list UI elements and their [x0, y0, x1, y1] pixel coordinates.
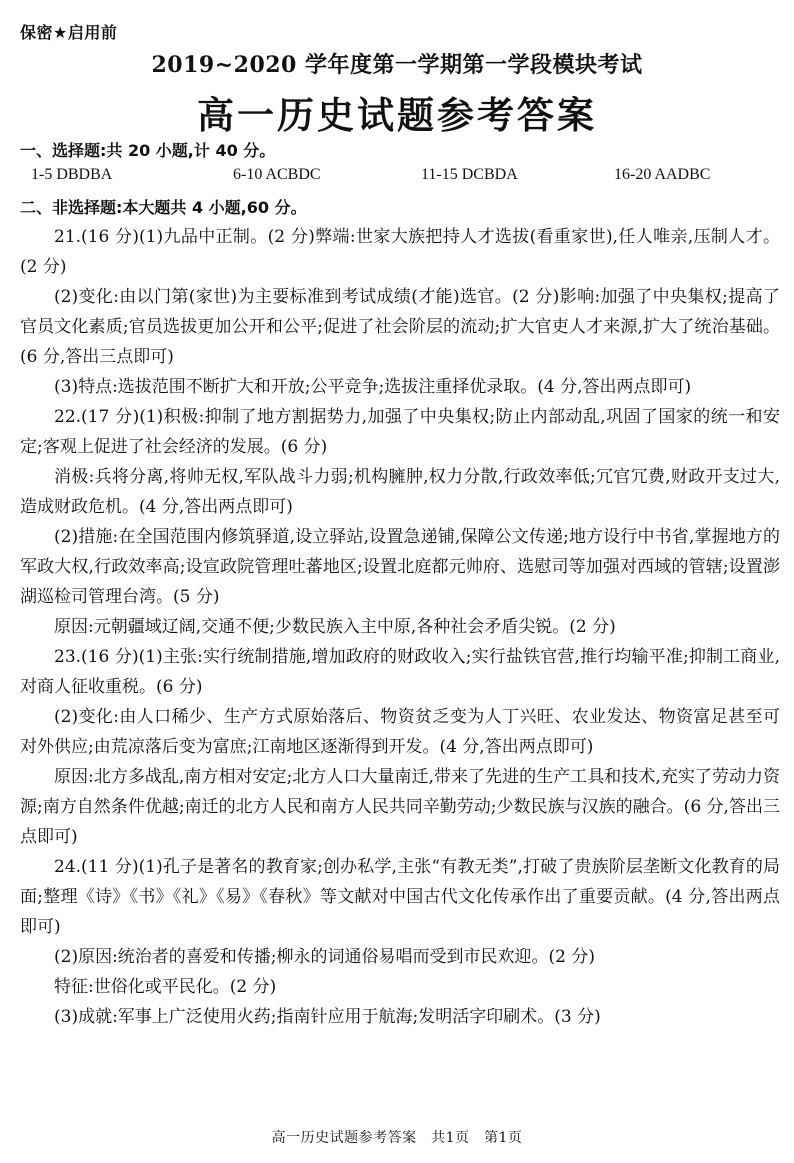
answer-group-1-5: 1-5 DBDBA: [31, 166, 113, 183]
page-title: 高一历史试题参考答案: [197, 93, 597, 137]
q24-part2-reasons: (2)原因:统治者的喜爱和传播;柳永的词通俗易唱而受到市民欢迎。(2 分): [54, 947, 596, 967]
answer-group-11-15: 11-15 DCBDA: [421, 166, 518, 183]
q21-part3: (3)特点:选拔范围不断扩大和开放;公平竞争;选拔注重择优录取。(4 分,答出两点即可): [54, 377, 692, 397]
q22-part1-negative: 消极:兵将分离,将帅无权,军队战斗力弱;机构臃肿,权力分散,行政效率低;冗官冗费,财政开支过大,造成财政危机。(4 分,答出两点即可): [20, 467, 780, 517]
q23-part2-changes: (2)变化:由人口稀少、生产方式原始落后、物资贫乏变为人丁兴旺、农业发达、物资富足甚至可对外供应;由荒凉落后变为富庶;江南地区逐渐得到开发。(4 分,答出两点即可): [20, 707, 780, 757]
exam-subtitle: 2019~2020 学年度第一学期第一学段模块考试: [151, 52, 643, 78]
answer-group-6-10: 6-10 ACBDC: [233, 166, 321, 183]
q24-part2-features: 特征:世俗化或平民化。(2 分): [54, 977, 277, 997]
q24-part1: 24.(11 分)(1)孔子是著名的教育家;创办私学,主张“有教无类”,打破了贵族阶层垄断文化教育的局面;整理《诗》《书》《礼》《易》《春秋》等文献对中国古代文化传承作出了重要贡献。(4 分,答出两点即可): [20, 857, 780, 937]
page-footer: 高一历史试题参考答案 共1页 第1页: [271, 1130, 523, 1146]
section-1-heading: 一、选择题:共 20 小题,计 40 分。: [20, 141, 276, 160]
q21-part2: (2)变化:由以门第(家世)为主要标准到考试成绩(才能)选官。(2 分)影响:加强了中央集权;提高了官员文化素质;官员选拔更加公开和公平;促进了社会阶层的流动;扩大官吏人才来源,扩大了统治基础。(6 分,答出三点即可): [20, 287, 780, 367]
q22-part1-positive: 22.(17 分)(1)积极:抑制了地方割据势力,加强了中央集权;防止内部动乱,巩固了国家的统一和安定;客观上促进了社会经济的发展。(6 分): [20, 407, 780, 457]
answer-group-16-20: 16-20 AADBC: [614, 166, 711, 183]
answer-body: [20, 222, 780, 1032]
q23-part2-reasons: 原因:北方多战乱,南方相对安定;北方人口大量南迁,带来了先进的生产工具和技术,充实了劳动力资源;南方自然条件优越;南迁的北方人民和南方人民共同辛勤劳动;少数民族与汉族的融合。(6 分,答出三点即可): [20, 767, 780, 847]
q22-part2-reasons: 原因:元朝疆域辽阔,交通不便;少数民族入主中原,各种社会矛盾尖锐。(2 分): [54, 617, 616, 637]
q21-part1: 21.(16 分)(1)九品中正制。(2 分)弊端:世家大族把持人才选拔(看重家世),任人唯亲,压制人才。(2 分): [20, 227, 780, 277]
q24-part3: (3)成就:军事上广泛使用火药;指南针应用于航海;发明活字印刷术。(3 分): [54, 1007, 601, 1027]
q23-part1: 23.(16 分)(1)主张:实行统制措施,增加政府的财政收入;实行盐铁官营,推行均输平准;抑制工商业,对商人征收重税。(6 分): [20, 647, 780, 697]
q22-part2-measures: (2)措施:在全国范围内修筑驿道,设立驿站,设置急递铺,保障公文传递;地方设行中书省,掌握地方的军政大权,行政效率高;设宣政院管理吐蕃地区;设置北庭都元帅府、选慰司等加强对西域的管辖;设置澎湖巡检司管理台湾。(5 分): [20, 527, 780, 607]
section-2-heading: 二、非选择题:本大题共 4 小题,60 分。: [20, 198, 307, 217]
confidential-mark: 保密★启用前: [20, 23, 118, 42]
choice-answers-row: [0, 166, 794, 188]
